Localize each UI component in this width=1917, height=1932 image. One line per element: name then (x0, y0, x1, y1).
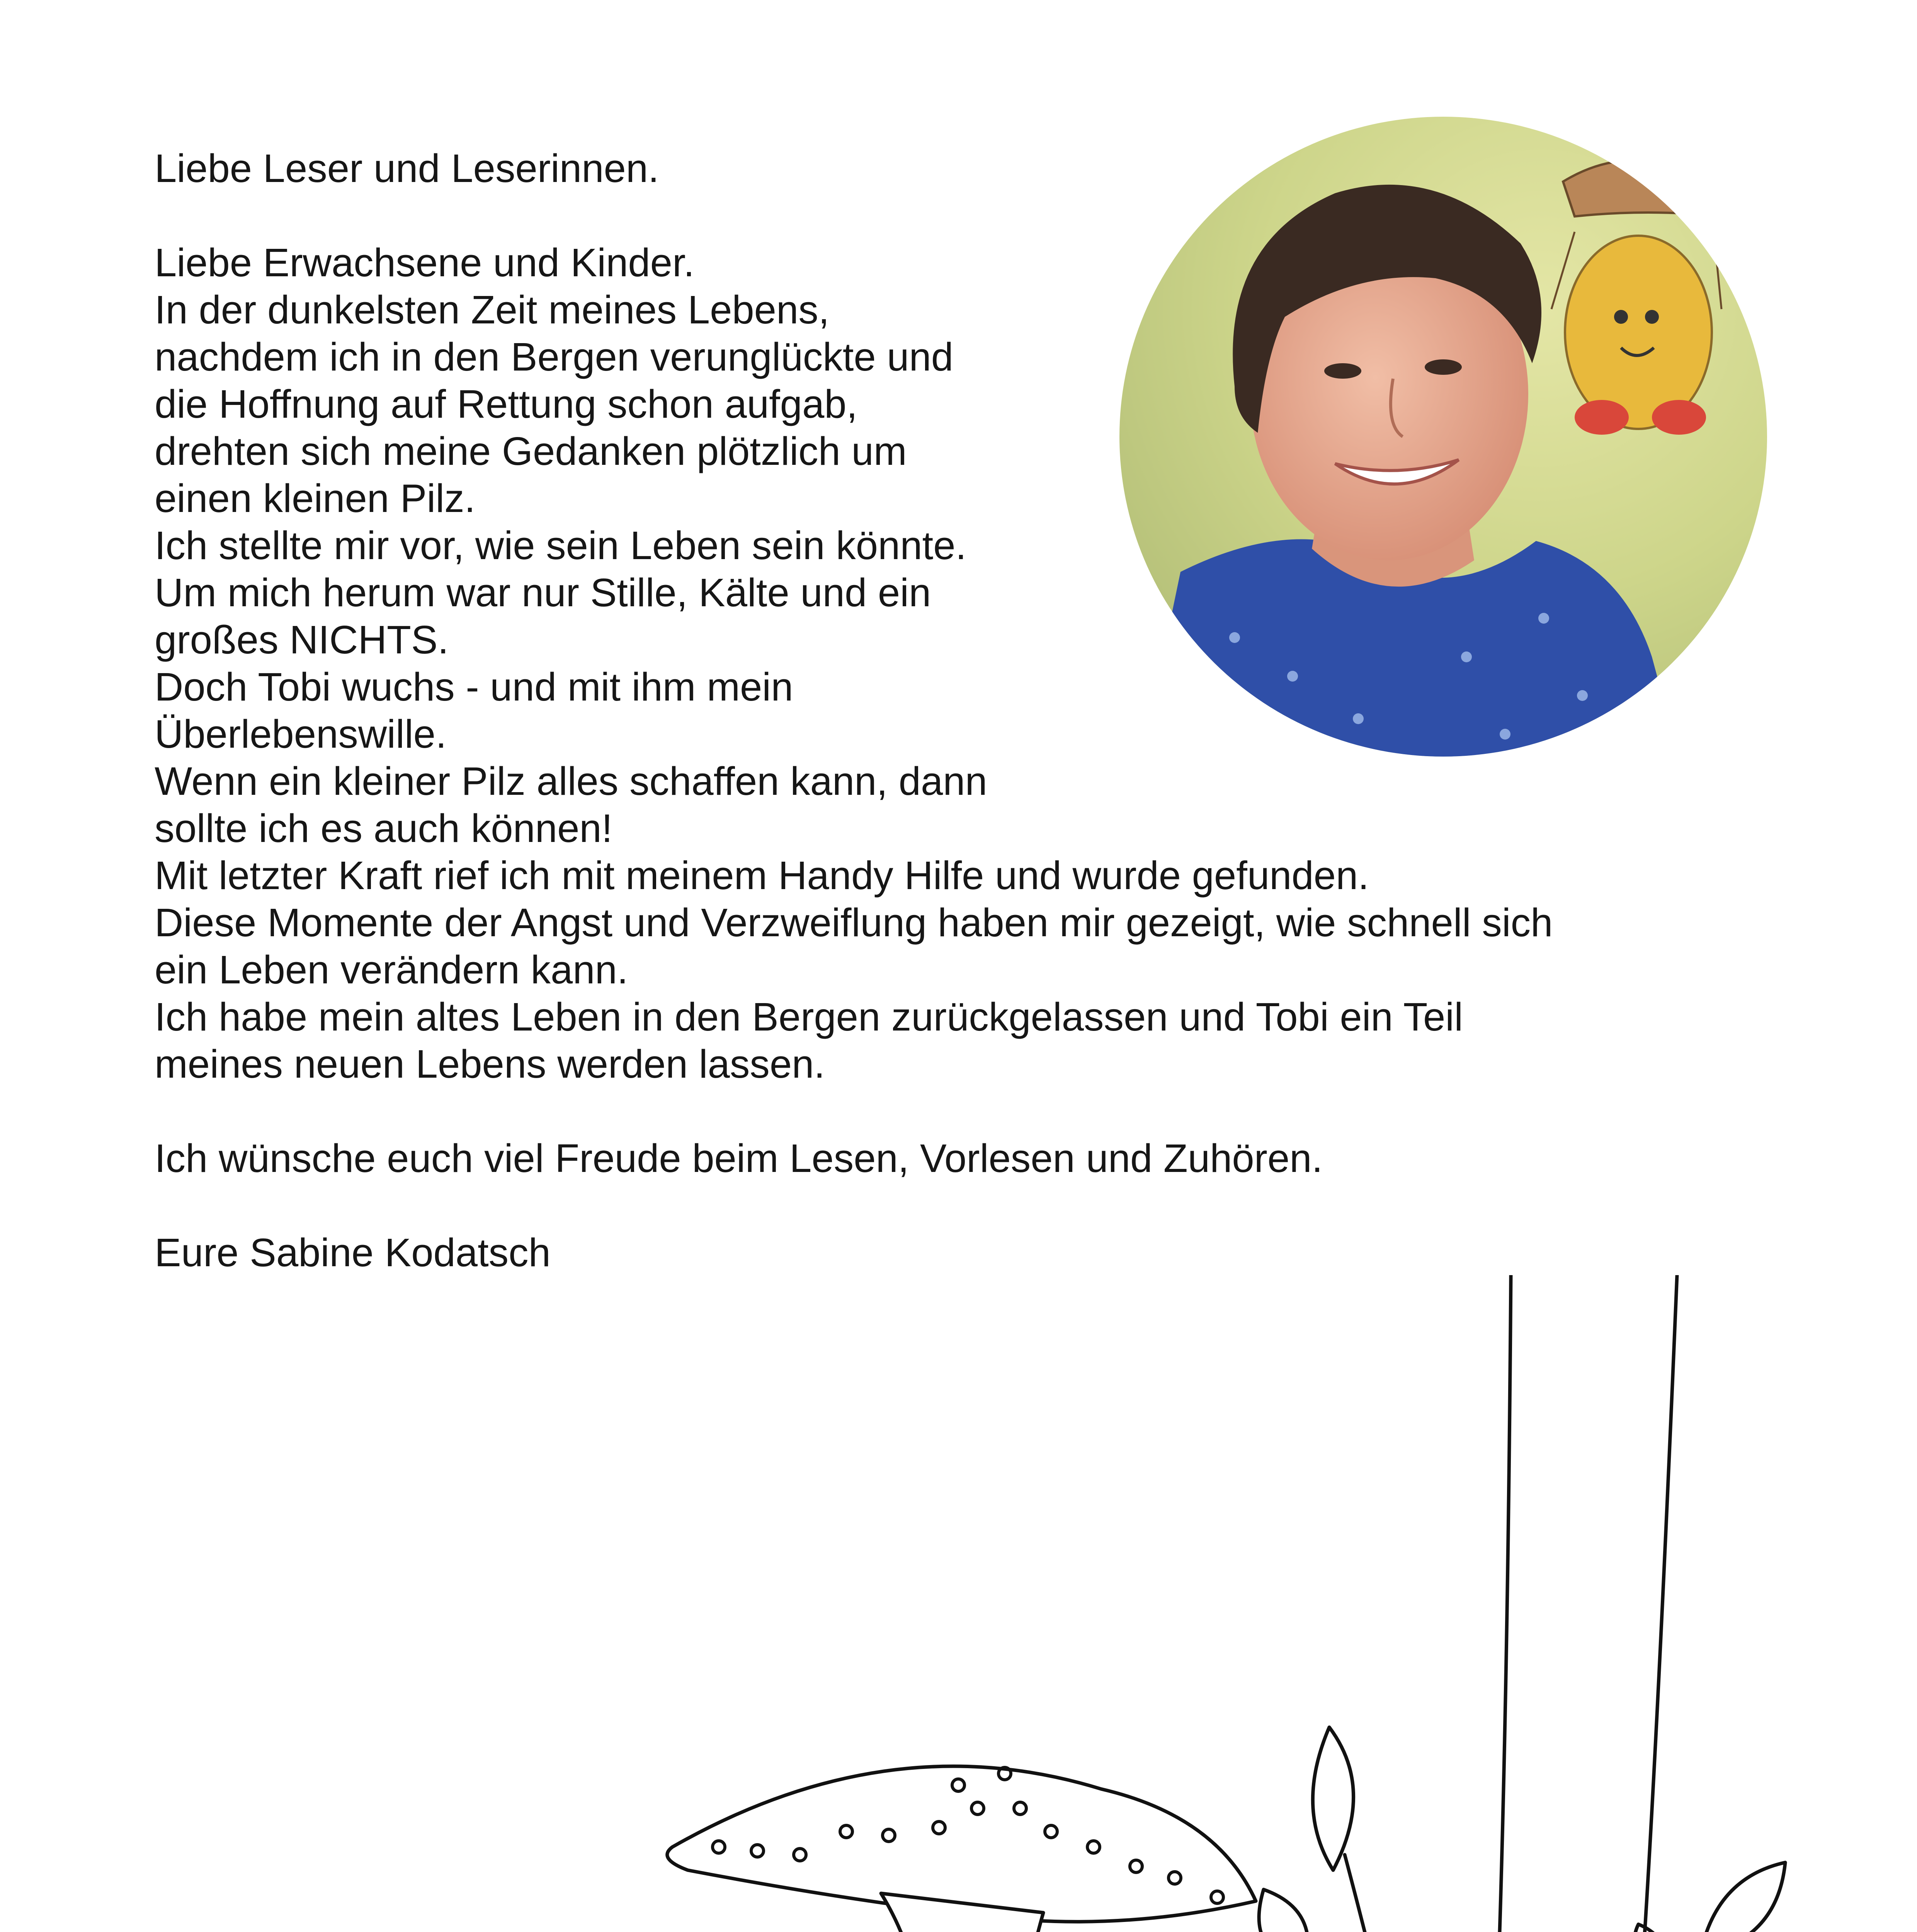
body-line: drehten sich meine Gedanken plötzlich um (155, 429, 907, 473)
tree-icon (1410, 1275, 1762, 1932)
fly-agaric-mushroom-icon (667, 1766, 1256, 1932)
body-line: Um mich herum war nur Stille, Kälte und ein (155, 570, 931, 615)
body-line: Liebe Erwachsene und Kinder. (155, 240, 695, 285)
portrait-photo-icon (1119, 116, 1768, 757)
body-line: meines neuen Lebens werden lassen. (155, 1042, 825, 1086)
author-portrait (1119, 116, 1768, 757)
body-line: In der dunkelsten Zeit meines Lebens, (155, 287, 830, 332)
body-line: nachdem ich in den Bergen verunglückte und (155, 335, 954, 379)
body-line: Wenn ein kleiner Pilz alles schaffen kann, dann (155, 759, 987, 803)
body-line: ein Leben verändern kann. (155, 947, 628, 992)
body-line: Doch Tobi wuchs - und mit ihm mein (155, 665, 793, 709)
body-line: großes NICHTS. (155, 617, 449, 662)
body-line: Mit letzter Kraft rief ich mit meinem Handy Hilfe und wurde gefunden. (155, 853, 1369, 898)
body-line: sollte ich es auch können! (155, 806, 613, 850)
signature: Eure Sabine Kodatsch (155, 1230, 551, 1275)
body-line: Ich habe mein altes Leben in den Bergen zurückgelassen und Tobi ein Teil (155, 995, 1463, 1039)
illustration-drawing-icon (0, 1275, 1917, 1932)
body-line: die Hoffnung auf Rettung schon aufgab, (155, 382, 858, 426)
salutation: Liebe Leser und Leserinnen. (155, 146, 659, 190)
body-line: Überlebenswille. (155, 712, 447, 756)
body-line: Diese Momente der Angst und Verzweiflung haben mir gezeigt, wie schnell sich (155, 900, 1553, 945)
body-line: Ich stellte mir vor, wie sein Leben sein könnte. (155, 523, 967, 568)
paragraph-gap (155, 1088, 1816, 1135)
wish-line: Ich wünsche euch viel Freude beim Lesen, Vorlesen und Zuhören. (155, 1136, 1323, 1180)
mushroom-forest-illustration (0, 1275, 1917, 1932)
paragraph-gap (155, 1182, 1816, 1229)
plant-icon (1256, 1727, 1461, 1932)
body-line: einen kleinen Pilz. (155, 476, 476, 520)
